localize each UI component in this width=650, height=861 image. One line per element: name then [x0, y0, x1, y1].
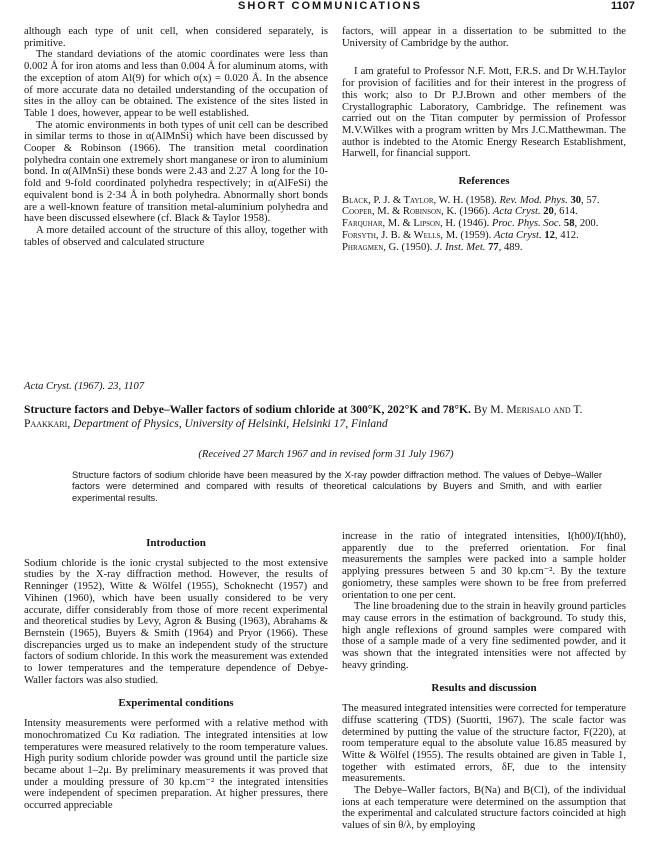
previous-article-left-column — [24, 26, 328, 248]
article-authors: M. Merisalo and T. Paakkari, — [24, 403, 583, 430]
article-affiliation: Department of Physics, University of Helsinki, Helsinki 17, Finland — [70, 416, 388, 430]
section-heading-results: Results and discussion — [431, 682, 537, 695]
previous-article-right-column — [342, 26, 626, 253]
body-right-column — [342, 531, 626, 832]
reference-item: Black, P. J. & Taylor, W. H. (1958). Rev. Mod. Phys. 30, 57. — [342, 194, 600, 206]
paragraph: although each type of unit cell, when considered separately, is primitive. — [24, 26, 328, 49]
paragraph: The standard deviations of the atomic coordinates were less than 0.002 Å for iron atoms and less than 0.004 Å for aluminum atoms, with the exception of atom Al(9) for which σ(x) = 0.020 Å. In the absence of more accurate data no detailed understanding of the occupation of sites in the alloy can be obtained. The existence of the sites listed in Table 1 does, however, appear to be well established. — [24, 49, 328, 119]
reference-list — [342, 195, 626, 254]
reference-item: Cooper, M. & Robinson, K. (1966). Acta Cryst. 20, 614. — [342, 206, 578, 218]
abstract: Structure factors of sodium chloride have been measured by the X-ray powder diffraction method. The values of Debye–Waller factors were determined and compared with results of theoretical calculations by Buyers and Smith, and with earlier experimental results. — [72, 470, 602, 503]
section-heading-introduction: Introduction — [146, 537, 206, 549]
references-heading: References — [458, 175, 510, 188]
article-citation: Acta Cryst. (1967). 23, 1107 — [24, 381, 145, 392]
paragraph: increase in the ratio of integrated intensities, I(h00)/I(hh0), apparently due to the preferred orientation. For final measurements the samples were packed into a sample holder applying pressures between 5 and 30 kp.cm⁻². By the texture goniometry, these samples were shown to be free from preferred orientation to one per cent. — [342, 531, 626, 601]
running-header-title: SHORT COMMUNICATIONS — [238, 0, 423, 12]
reference-item: Phragmen, G. (1950). J. Inst. Met. 77, 489. — [342, 241, 523, 253]
article-title-block: Structure factors and Debye–Waller factors of sodium chloride at 300°K, 202°K and 78°K. By M. Merisalo and T. Paakkari, Department of Physics, University of Helsinki, Helsinki 17, Finland — [24, 403, 583, 430]
body-left-column — [24, 538, 328, 812]
section-heading-experimental: Experimental conditions — [118, 697, 234, 710]
paragraph: A more detailed account of the structure of this alloy, together with tables of observed and calculated structure — [24, 224, 328, 248]
paragraph: The Debye–Waller factors, B(Na) and B(Cl), of the individual ions at each temperature were determined on the assumption that the experimental and calculated structure factors coincided at high values of sin θ/λ, by employing — [342, 785, 626, 832]
reference-item: Farquhar, M. & Lipson, H. (1946). Proc. Phys. Soc. 58, 200. — [342, 218, 599, 230]
page-number: 1107 — [611, 0, 635, 12]
acknowledgements: I am grateful to Professor N.F. Mott, F.R.S. and Dr W.H.Taylor for provision of facilities and for their interest in the progress of this work; also to Dr P.J.Brown and other members of the Crystallographic Laboratory, Cambridge. The refinement was carried out on the Titan computer by permission of Professor M.V.Wilkes with a program written by Mrs J.C.Matthewman. The author is indebted to the Atomic Energy Research Establishment, Harwell, for financial support. — [342, 66, 626, 160]
paragraph: Sodium chloride is the ionic crystal subjected to the most extensive studies by the X-ray diffraction method. However, the results of Renninger (1952), Witte & Wölfel (1955), Schoknecht (1957) and Vihinen (1960), which have been usually considered to be very accurate, differ considerably from those of more recent experimental and theoretical studies by Levy, Agron & Busing (1963), Abrahams & Bernstein (1965), Buyers & Smith (1964) and Pryor (1966). These discrepancies urged us to make an independent study of the structure factors of sodium chloride. In this work the measurement was extended to lower temperatures and the temperature dependence of Debye-Waller factors was also studied. — [24, 557, 328, 686]
paragraph: Intensity measurements were performed with a relative method with monochromatized Cu Kα radiation. The integrated intensities at low temperatures were measured relatively to the room temperature values. High purity sodium chloride powder was ground until the particle size became about 1–2μ. By preliminary measurements it was proved that under a moulding pressure of 30 kp.cm⁻² the integrated intensities were independent of specimen preparation. At higher pressures, there occurred appreciable — [24, 718, 328, 812]
paragraph: factors, will appear in a dissertation to be submitted to the University of Cambridge by the author. — [342, 26, 626, 49]
running-header — [0, 0, 650, 14]
paragraph: The atomic environments in both types of unit cell can be described in similar terms to those in α(AlMnSi) which have been discussed by Cooper & Robinson (1966). The transition metal coordination polyhedra contain one extremely short manganese or iron to aluminium bond. In α(AlMnSi) these bonds were 2.43 and 2.27 Å long for the 10-fold and 9-fold coordinated polyhedra respectively; in α(AlFeSi) the equivalent bond is 2·34 Å in both polyhedra. Abnormally short bonds are a well-known feature of transition metal-aluminium polyhedra and have been discussed elsewhere (cf. Black & Taylor 1958). — [24, 119, 328, 225]
received-date: (Received 27 March 1967 and in revised form 31 July 1967) — [198, 449, 454, 460]
reference-item: Forsyth, J. B. & Wells, M. (1959). Acta Cryst. 12, 412. — [342, 229, 579, 241]
paragraph: The line broadening due to the strain in heavily ground particles may cause errors in the estimation of background. To study this, high angle reflexions of ground samples were compared with those of a sample made of a very fine sedimented powder, and it was shown that the integrated intensities were not affected by heavy grinding. — [342, 601, 626, 671]
article-title: Structure factors and Debye–Waller factors of sodium chloride at 300°K, 202°K and 78°K. — [24, 403, 471, 416]
paragraph: The measured integrated intensities were corrected for temperature diffuse scattering (TDS) (Suortti, 1967). The scale factor was determined by putting the value of the structure factor, F(220), at room temperature equal to the absolute value 16.85 measured by Witte & Wölfel (1955). The results obtained are given in Table 1, together with estimated errors, δF, due to the intensity measurements. — [342, 703, 626, 785]
